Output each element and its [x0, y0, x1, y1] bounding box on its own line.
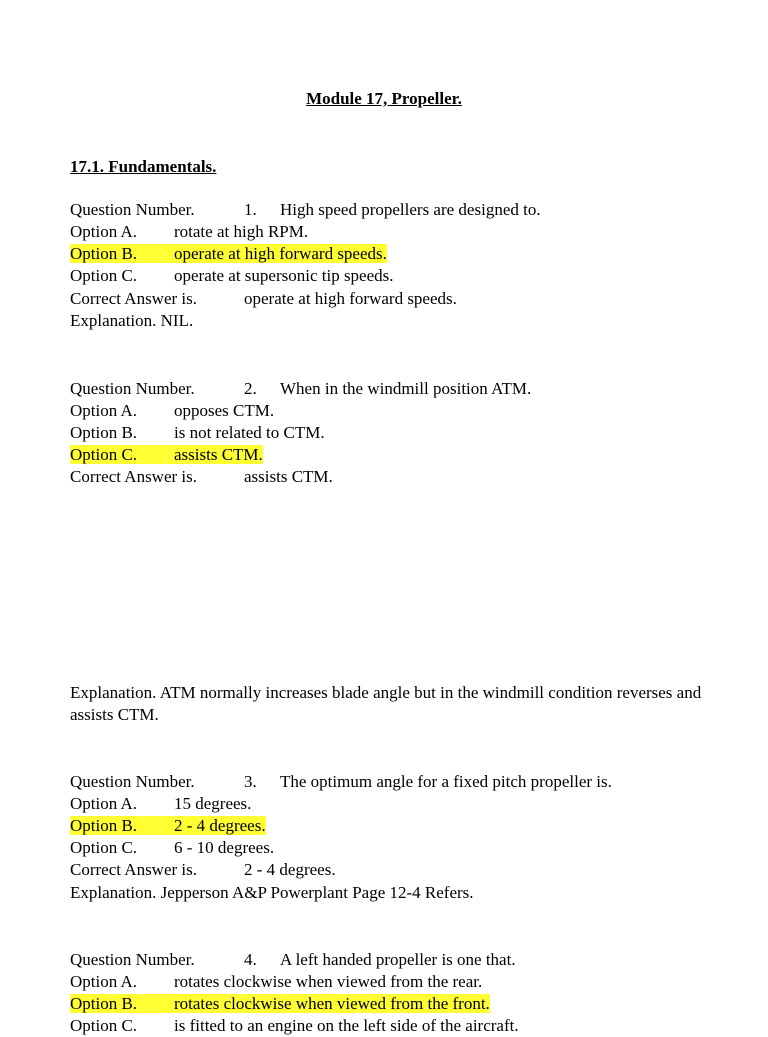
- explanation-text: Jepperson A&P Powerplant Page 12-4 Refers.: [160, 883, 474, 902]
- option-b-text: is not related to CTM.: [174, 423, 325, 442]
- question-3: [70, 771, 612, 793]
- q2-option-a: [70, 400, 274, 422]
- q1-option-c: [70, 265, 394, 287]
- correct-label: Correct Answer is.: [70, 860, 198, 879]
- option-c-text: operate at supersonic tip speeds.: [174, 266, 394, 285]
- question-label: Question Number.: [70, 200, 195, 219]
- q1-explanation: [70, 310, 193, 332]
- option-a-label: Option A.: [70, 401, 138, 420]
- correct-text: 2 - 4 degrees.: [244, 860, 336, 879]
- option-c-label: Option C.: [70, 1016, 138, 1035]
- q3-option-c: [70, 837, 274, 859]
- correct-text: assists CTM.: [244, 467, 333, 486]
- question-4: [70, 949, 516, 971]
- option-c-label: Option C.: [70, 266, 138, 285]
- question-label: Question Number.: [70, 950, 195, 969]
- option-b-text: operate at high forward speeds.: [174, 244, 387, 263]
- question-1: [70, 199, 541, 221]
- q3-correct-answer: [70, 859, 336, 881]
- q1-option-a: [70, 221, 308, 243]
- explanation-text: NIL.: [160, 311, 194, 330]
- question-number: 3.: [244, 772, 257, 791]
- option-b-label: Option B.: [70, 994, 138, 1013]
- q2-option-c: [70, 444, 263, 466]
- option-a-text: rotates clockwise when viewed from the rear.: [174, 972, 483, 991]
- option-a-text: rotate at high RPM.: [174, 222, 309, 241]
- option-b-label: Option B.: [70, 816, 138, 835]
- question-label: Question Number.: [70, 772, 195, 791]
- option-b-label: Option B.: [70, 244, 138, 263]
- question-text: When in the windmill position ATM.: [280, 379, 532, 398]
- correct-label: Correct Answer is.: [70, 289, 198, 308]
- q2-correct-answer: [70, 466, 333, 488]
- question-label: Question Number.: [70, 379, 195, 398]
- explanation-text: ATM normally increases blade angle but in the windmill condition reverses and assists CTM.: [70, 683, 702, 724]
- q3-option-a: [70, 793, 251, 815]
- option-b-text: rotates clockwise when viewed from the front.: [174, 994, 490, 1013]
- q1-option-b: [70, 243, 387, 265]
- q4-option-c: [70, 1015, 519, 1037]
- question-number: 4.: [244, 950, 257, 969]
- q4-option-b: [70, 993, 490, 1015]
- question-number: 2.: [244, 379, 257, 398]
- question-2: [70, 378, 531, 400]
- section-heading: 17.1. Fundamentals.: [70, 157, 217, 176]
- option-a-label: Option A.: [70, 794, 138, 813]
- option-b-text: 2 - 4 degrees.: [174, 816, 266, 835]
- question-text: The optimum angle for a fixed pitch propeller is.: [280, 772, 612, 791]
- option-a-text: opposes CTM.: [174, 401, 275, 420]
- option-c-label: Option C.: [70, 838, 138, 857]
- q3-option-b: [70, 815, 266, 837]
- explanation-label: Explanation.: [70, 883, 157, 902]
- option-c-text: assists CTM.: [174, 445, 263, 464]
- option-a-text: 15 degrees.: [174, 794, 252, 813]
- question-text: A left handed propeller is one that.: [280, 950, 516, 969]
- explanation-label: Explanation.: [70, 683, 157, 702]
- option-c-label: Option C.: [70, 445, 138, 464]
- option-a-label: Option A.: [70, 222, 138, 241]
- q4-option-a: [70, 971, 482, 993]
- question-text: High speed propellers are designed to.: [280, 200, 541, 219]
- option-b-label: Option B.: [70, 423, 138, 442]
- correct-label: Correct Answer is.: [70, 467, 198, 486]
- option-a-label: Option A.: [70, 972, 138, 991]
- page-title: Module 17, Propeller.: [306, 89, 462, 108]
- q2-explanation: [70, 682, 710, 726]
- option-c-text: is fitted to an engine on the left side of the aircraft.: [174, 1016, 519, 1035]
- option-c-text: 6 - 10 degrees.: [174, 838, 275, 857]
- q3-explanation: [70, 882, 474, 904]
- correct-text: operate at high forward speeds.: [244, 289, 457, 308]
- q2-option-b: [70, 422, 325, 444]
- question-number: 1.: [244, 200, 257, 219]
- q1-correct-answer: [70, 288, 457, 310]
- explanation-label: Explanation.: [70, 311, 157, 330]
